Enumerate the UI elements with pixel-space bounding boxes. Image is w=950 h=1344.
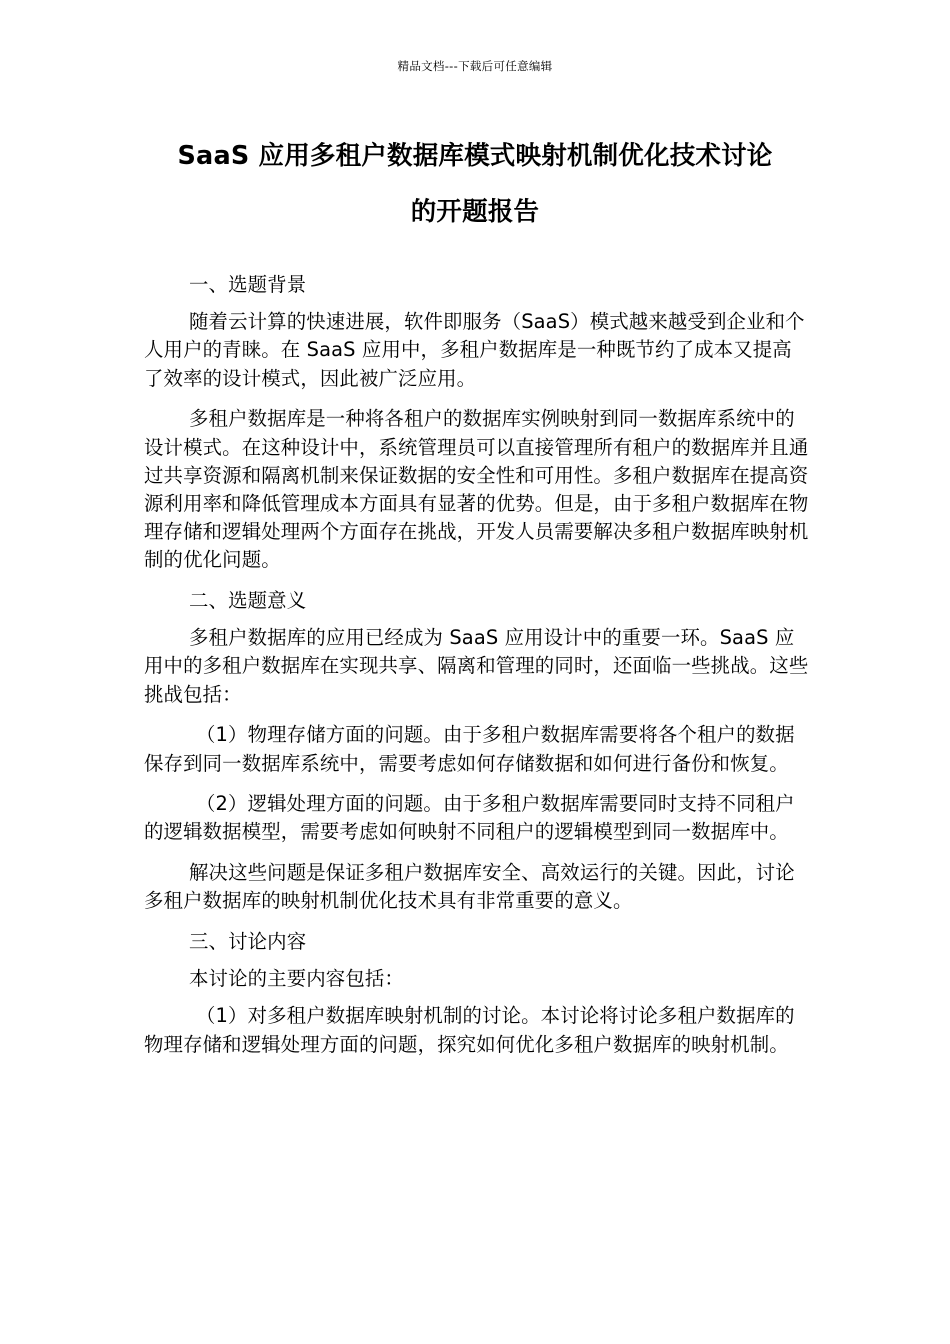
list-item-logical-processing: （2）逻辑处理方面的问题。由于多租户数据库需要同时支持不同租户的逻辑数据模型，需要考虑如何映射不同租户的逻辑模型到同一数据库中。 (144, 792, 795, 844)
paragraph-significance-2: 解决这些问题是保证多租户数据库安全、高效运行的关键。因此，讨论多租户数据库的映射机制优化技术具有非常重要的意义。 (144, 861, 795, 913)
document-title-line-2: 的开题报告 (410, 197, 540, 227)
header-note: 精品文档---下载后可任意编辑 (397, 59, 553, 73)
document-title-line-1: SaaS 应用多租户数据库模式映射机制优化技术讨论 (177, 141, 773, 171)
paragraph-background-1: 随着云计算的快速进展，软件即服务（SaaS）模式越来越受到企业和个人用户的青睐。在 SaaS 应用中，多租户数据库是一种既节约了成本又提高了效率的设计模式，因此被广泛应用。 (144, 310, 805, 390)
document-body (144, 271, 809, 1071)
paragraph-significance-1: 多租户数据库的应用已经成为 SaaS 应用设计中的重要一环。SaaS 应用中的多租户数据库在实现共享、隔离和管理的同时，还面临一些挑战。这些挑战包括： (144, 626, 809, 706)
section-heading-content: 三、讨论内容 (189, 930, 307, 954)
section-heading-significance: 二、选题意义 (189, 589, 307, 613)
list-item-mapping-discussion: （1）对多租户数据库映射机制的讨论。本讨论将讨论多租户数据库的物理存储和逻辑处理方面的问题，探究如何优化多租户数据库的映射机制。 (144, 1004, 795, 1056)
paragraph-background-2: 多租户数据库是一种将各租户的数据库实例映射到同一数据库系统中的设计模式。在这种设计中，系统管理员可以直接管理所有租户的数据库并且通过共享资源和隔离机制来保证数据的安全性和可用性。多租户数据库在提高资源利用率和降低管理成本方面具有显著的优势。但是，由于多租户数据库在物理存储和逻辑处理两个方面存在挑战，开发人员需要解决多租户数据库映射机制的优化问题。 (144, 407, 809, 572)
paragraph-content-intro: 本讨论的主要内容包括： (189, 967, 404, 991)
section-heading-background: 一、选题背景 (189, 273, 307, 296)
list-item-physical-storage: （1）物理存储方面的问题。由于多租户数据库需要将各个租户的数据保存到同一数据库系统中，需要考虑如何存储数据和如何进行备份和恢复。 (144, 723, 795, 775)
